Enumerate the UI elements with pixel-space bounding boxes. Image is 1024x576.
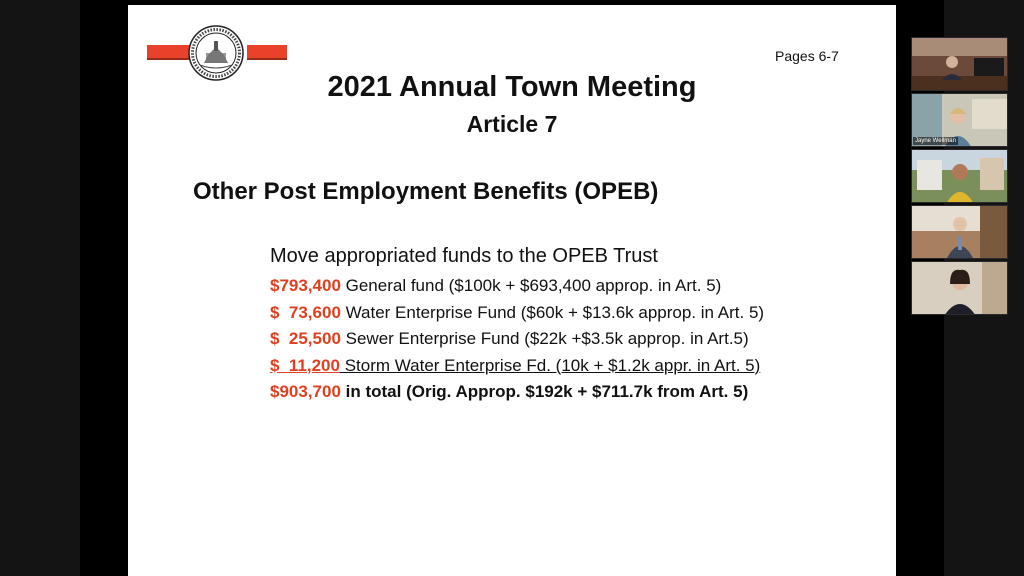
fund-list xyxy=(270,276,764,409)
participant-tile-5[interactable] xyxy=(911,261,1008,315)
section-heading: Other Post Employment Benefits (OPEB) xyxy=(193,178,659,205)
shared-slide xyxy=(128,5,896,576)
amount: $903,700 xyxy=(270,382,341,401)
participant-tile-2[interactable] xyxy=(911,93,1008,147)
amount: $ 11,200 xyxy=(270,355,340,375)
fund-line-total xyxy=(270,382,764,409)
description: Sewer Enterprise Fund ($22k +$3.5k approp. in Art.5) xyxy=(340,329,749,348)
amount: $ 25,500 xyxy=(270,329,341,348)
description: Water Enterprise Fund ($60k + $13.6k approp. in Art. 5) xyxy=(340,302,765,322)
left-letterbox xyxy=(0,0,80,576)
motion-intro: Move appropriated funds to the OPEB Trust xyxy=(270,245,658,267)
participant-video-icon xyxy=(912,38,1008,91)
header-bar-right xyxy=(247,45,287,60)
participant-tile-1[interactable] xyxy=(911,37,1008,91)
participant-tile-4[interactable] xyxy=(911,205,1008,259)
participant-tile-3[interactable] xyxy=(911,149,1008,203)
description: in total (Orig. Approp. $192k + $711.7k from Art. 5) xyxy=(340,382,749,401)
participant-name: Jayne Wellman xyxy=(915,138,956,144)
amount: $793,400 xyxy=(270,276,341,295)
page-reference: Pages 6-7 xyxy=(775,48,839,64)
participant-video-icon xyxy=(912,262,1008,315)
slide-subtitle: Article 7 xyxy=(466,111,558,137)
amount: $ 73,600 xyxy=(270,302,341,322)
fund-line-general xyxy=(270,276,764,303)
participant-video-icon xyxy=(912,150,1008,203)
fund-line-sewer xyxy=(270,329,764,356)
fund-line-water xyxy=(270,303,764,330)
participant-video-icon xyxy=(912,206,1008,259)
description: General fund ($100k + $693,400 approp. in Art. 5) xyxy=(340,276,722,295)
description: Storm Water Enterprise Fd. (10k + $1.2k appr. in Art. 5) xyxy=(339,355,761,375)
slide-title: 2021 Annual Town Meeting xyxy=(327,71,697,103)
fund-line-storm-water xyxy=(270,356,764,383)
